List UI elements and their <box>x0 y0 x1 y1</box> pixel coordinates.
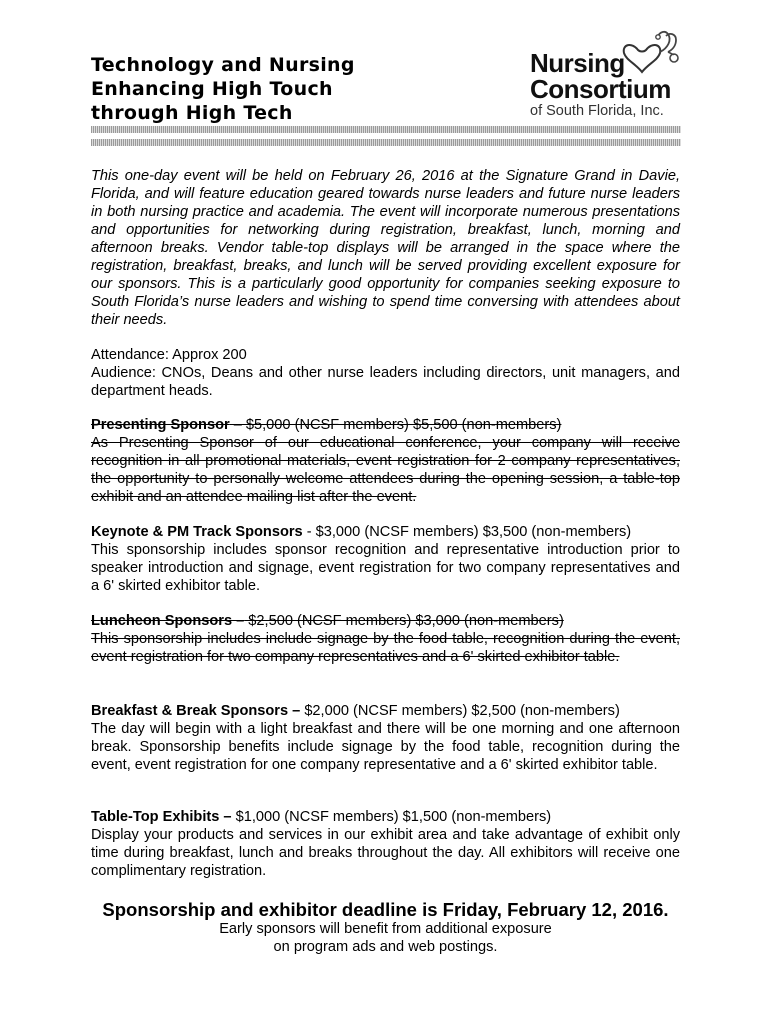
luncheon-sponsor-description: This sponsorship includes include signage by the food table, recognition during the event, event registration for two company representatives and a 6' skirted exhibitor table. <box>91 631 680 665</box>
logo-line-3: of South Florida, Inc. <box>530 103 664 119</box>
keynote-sponsor-section <box>91 523 680 595</box>
logo-line-2: Consortium <box>530 74 671 104</box>
tabletop-exhibit-description: Display your products and services in our exhibit area and take advantage of exhibit only time during breakfast, lunch and breaks throughout the day. All exhibitors will receive one complimentary registration. <box>91 827 680 879</box>
tabletop-exhibit-price: $1,000 (NCSF members) $1,500 (non-members) <box>231 809 552 825</box>
audience-line: Audience: CNOs, Deans and other nurse leaders including directors, unit managers, and department heads. <box>91 365 680 399</box>
presenting-sponsor-heading: Presenting Sponsor <box>91 417 230 433</box>
attendance-line: Attendance: Approx 200 <box>91 347 247 363</box>
luncheon-sponsor-section <box>91 612 680 666</box>
deadline-notice: Sponsorship and exhibitor deadline is Friday, February 12, 2016. <box>102 899 669 920</box>
luncheon-sponsor-price: $2,500 (NCSF members) $3,000 (non-members) <box>244 613 564 629</box>
keynote-sponsor-heading: Keynote & PM Track Sponsors <box>91 524 303 540</box>
early-note-line-1: Early sponsors will benefit from additional exposure <box>219 921 552 937</box>
heart-stethoscope-icon <box>618 28 680 80</box>
keynote-sponsor-price: - $3,000 (NCSF members) $3,500 (non-members) <box>302 524 632 540</box>
keynote-sponsor-description: This sponsorship includes sponsor recognition and representative introduction prior to speaker introduction and signage, event registration for two company representatives and a 6' skirted exhibitor table. <box>91 542 680 594</box>
header-rule-bottom <box>91 139 681 146</box>
breakfast-sponsor-description: The day will begin with a light breakfast and there will be one morning and one afternoon break. Sponsorship benefits include signage by the food table, recognition during the event, event registration for one company representative and a 6' skirted exhibitor table. <box>91 721 680 773</box>
early-sponsor-note <box>91 920 680 956</box>
presenting-sponsor-description: As Presenting Sponsor of our educational conference, your company will receive recognition in all promotional materials, event registration for 2 company representatives, the opportunity to personally welcome attendees during the opening session, a table-top exhibit and an attendee mailing list after the event. <box>91 435 680 505</box>
presenting-sponsor-price: – $5,000 (NCSF members) $5,500 (non-members) <box>229 417 562 433</box>
early-note-line-2: on program ads and web postings. <box>273 939 498 955</box>
luncheon-sponsor-heading: Luncheon Sponsors – <box>91 613 245 629</box>
tabletop-exhibit-heading: Table-Top Exhibits – <box>91 809 232 825</box>
nursing-consortium-logo <box>530 28 680 118</box>
tabletop-exhibit-section <box>91 808 680 880</box>
breakfast-sponsor-price: $2,000 (NCSF members) $2,500 (non-members) <box>300 703 620 719</box>
presenting-sponsor-section <box>91 416 680 506</box>
title-line-3: through High Tech <box>91 102 293 124</box>
breakfast-sponsor-section <box>91 702 680 774</box>
breakfast-sponsor-heading: Breakfast & Break Sponsors – <box>91 703 301 719</box>
logo-line-1: Nursing <box>530 48 625 78</box>
header-rule-top <box>91 126 681 133</box>
attendance-block <box>91 346 680 400</box>
title-line-2: Enhancing High Touch <box>91 78 333 100</box>
title-line-1: Technology and Nursing <box>91 54 355 76</box>
document-title <box>91 53 421 125</box>
intro-paragraph: This one-day event will be held on February 26, 2016 at the Signature Grand in Davie, Florida, and will feature education geared towards nurse leaders and future nurse leaders in both nursing practice and academia. The event will incorporate numerous presentations and opportunities for networking during registration, breakfast, lunch, morning and afternoon breaks. Vendor table-top displays will be arranged in the space where the registration, breakfast, breaks, and lunch will be served providing excellent exposure for our sponsors. This is a particularly good opportunity for companies seeking exposure to South Florida’s nurse leaders and wishing to spend time conversing with attendees about their needs. <box>91 168 680 328</box>
